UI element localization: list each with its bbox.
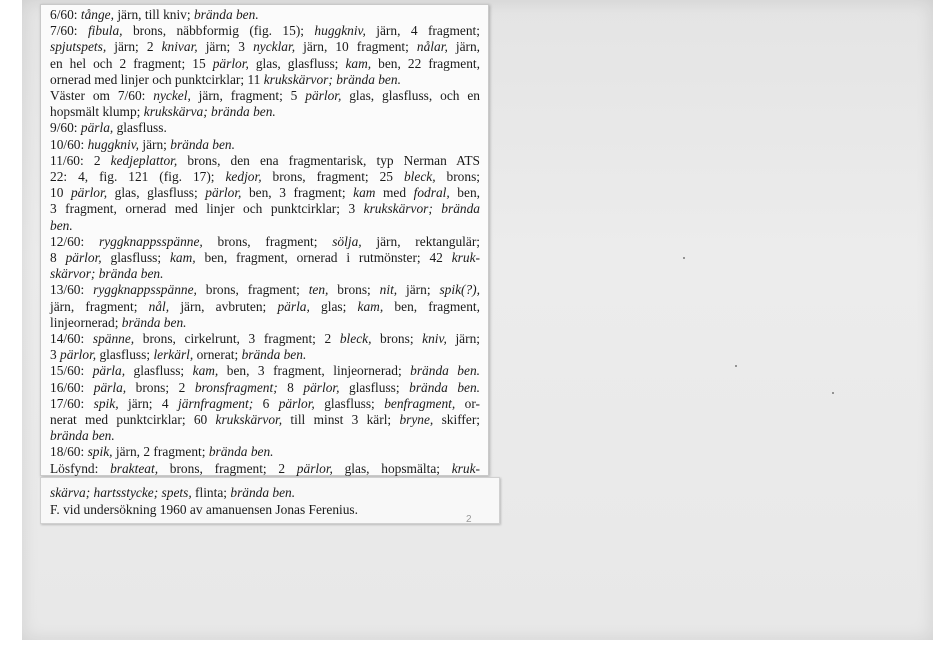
text-segment: 16/60: [50, 379, 94, 395]
italic-term: kam, [345, 55, 372, 71]
text-segment: hopsmält klump; [50, 104, 144, 120]
italic-term: brända ben. [170, 136, 235, 152]
text-line [50, 395, 480, 412]
text-segment: järn; 3 [197, 39, 254, 55]
text-line [50, 427, 480, 444]
text-line [50, 87, 480, 104]
text-segment: 9/60: [50, 120, 81, 136]
page-mark: 2 [466, 514, 472, 525]
text-line [50, 265, 480, 282]
italic-term: kedjeplattor, [110, 152, 178, 168]
italic-term: sölja, [332, 233, 362, 249]
text-line [50, 184, 480, 201]
text-segment: järn; 4 [118, 395, 179, 411]
italic-term: kruk- [451, 250, 480, 265]
italic-term: brända ben. [208, 444, 274, 460]
italic-term: pärla, [93, 379, 127, 395]
italic-term: skärva; hartsstycke; spets, [50, 485, 192, 500]
text-segment: 10 [50, 185, 71, 201]
text-line [50, 460, 480, 477]
italic-term: krukskärvor; brända [363, 201, 480, 217]
text-segment: 3 [50, 347, 61, 363]
text-line [50, 281, 480, 298]
italic-term: pärla, [277, 298, 310, 314]
italic-term: brända ben. [193, 7, 259, 22]
text-segment: glasfluss. [113, 120, 167, 136]
text-segment: ben, 22 fragment, [371, 55, 480, 71]
italic-term: fodral, [413, 185, 450, 201]
text-segment: 6 [253, 395, 279, 411]
text-segment: linjeornerad; [50, 314, 122, 330]
text-line [50, 411, 480, 428]
text-line [50, 443, 480, 460]
text-segment: brons, den ena fragmentarisk, typ Nerman ATS [177, 152, 480, 168]
italic-term: skärvor; brända ben. [50, 266, 164, 282]
text-segment: glas, glasfluss; [248, 55, 346, 71]
text-segment: 3 fragment, ornerad med linjer och punktcirklar; 3 [50, 201, 364, 217]
italic-term: krukskärvor; brända ben. [263, 71, 401, 87]
italic-term: pärlor, [205, 185, 242, 201]
text-line [50, 362, 480, 379]
italic-term: spjutspets, [50, 39, 107, 55]
text-line [50, 233, 480, 250]
italic-term: brända ben. [241, 347, 307, 363]
text-segment: 7/60: [50, 23, 88, 39]
text-segment: 8 [50, 250, 66, 265]
italic-term: bleck, [403, 169, 436, 184]
text-segment: 13/60: [50, 282, 94, 298]
text-line [50, 330, 480, 347]
italic-term: nålar, [416, 39, 448, 55]
italic-term: kam, [357, 298, 384, 314]
text-segment: ben, 3 fragment; [241, 185, 354, 201]
italic-term: spik, [93, 395, 119, 411]
text-line [50, 379, 480, 396]
text-segment: ben, 3 fragment, linjeornerad; [218, 363, 411, 379]
text-line [50, 55, 480, 72]
text-segment: brons; [371, 331, 423, 346]
text-segment: järn; [446, 331, 480, 346]
text-segment: med [375, 185, 414, 201]
text-segment: järn, 4 fragment; [365, 23, 480, 39]
text-segment: en hel och 2 fragment; 15 [50, 55, 213, 71]
text-line [50, 200, 480, 217]
italic-term: krukskärvor, [215, 412, 283, 427]
text-segment: järn, avbruten; [169, 298, 278, 314]
text-segment: ornerad med linjer och punktcirklar; 11 [50, 71, 264, 87]
text-segment: järn, 2 fragment; [112, 444, 209, 460]
text-segment: 18/60: [50, 444, 88, 460]
text-segment: brons, fragment; [196, 282, 309, 298]
text-segment: brons, fragment; [202, 233, 333, 249]
text-line [50, 152, 480, 169]
italic-term: kam [353, 185, 376, 201]
italic-term: lerkärl, [153, 347, 194, 363]
text-line [50, 119, 480, 136]
text-segment: 15/60: [50, 363, 93, 379]
italic-term: huggkniv, [314, 23, 366, 39]
text-segment: glas; [309, 298, 358, 314]
italic-term: nycklar, [253, 39, 296, 55]
text-line [50, 103, 480, 120]
italic-term: nit, [379, 282, 398, 298]
text-segment: glasfluss; [339, 379, 410, 395]
italic-term: bryne, [399, 412, 434, 427]
italic-term: ten, [308, 282, 329, 298]
text-segment: brons, näbbformig (fig. 15); [122, 23, 315, 39]
text-segment: glasfluss; [125, 363, 193, 379]
text-segment: glasfluss; [101, 250, 170, 265]
text-line [50, 136, 480, 153]
italic-term: ryggknappsspänne, [93, 282, 197, 298]
italic-term: tånge, [80, 7, 114, 22]
text-segment: brons, cirkelrunt, 3 fragment; 2 [134, 331, 340, 346]
text-segment: Väster om 7/60: [50, 88, 154, 103]
italic-term: pärlor, [70, 185, 108, 201]
text-segment: brons, fragment; 2 [158, 460, 297, 476]
text-line [50, 168, 480, 185]
text-segment: 22: 4, fig. 121 (fig. 17); [50, 169, 226, 184]
text-segment: brons; [328, 282, 380, 298]
text-segment: 17/60: [50, 395, 94, 411]
text-segment: ben, fragment, ornerad i rutmönster; 42 [195, 250, 452, 265]
italic-term: pärlor, [60, 347, 97, 363]
text-line [50, 346, 480, 363]
italic-term: bleck, [339, 331, 372, 346]
italic-term: brakteat, [110, 460, 159, 476]
dust-speck [832, 392, 834, 394]
text-segment: 12/60: [50, 233, 99, 249]
text-segment: 8 [277, 379, 304, 395]
italic-term: brända ben. [50, 428, 115, 444]
italic-term: nål, [148, 298, 170, 314]
text-segment: järn, rektangulär; [361, 233, 480, 249]
text-segment: brons; 2 [126, 379, 195, 395]
text-segment: brons, fragment; 25 [261, 169, 404, 184]
italic-term: ben. [50, 217, 73, 233]
italic-term: knivar, [161, 39, 198, 55]
italic-term: pärlor, [65, 250, 102, 265]
italic-term: huggkniv, [87, 136, 140, 152]
text-segment: järn, 10 fragment; [295, 39, 417, 55]
text-line [50, 71, 480, 88]
text-segment: glasfluss; [314, 395, 385, 411]
italic-term: pärlor, [212, 55, 249, 71]
text-segment: järn, fragment; 5 [190, 88, 306, 103]
italic-term: brända ben. [409, 379, 481, 395]
italic-term: kruk- [451, 460, 480, 476]
text-segment: 11/60: 2 [50, 152, 111, 168]
italic-term: spänne, [92, 331, 135, 346]
text-segment: Lösfynd: [50, 460, 111, 476]
italic-term: brända ben. [121, 314, 187, 330]
text-line [50, 501, 490, 518]
italic-term: spik(?), [439, 282, 480, 298]
dust-speck [735, 365, 737, 367]
italic-term: kedjor, [225, 169, 262, 184]
text-segment: flinta; [191, 485, 231, 500]
text-segment: järn; [139, 136, 171, 152]
text-segment: järn, fragment; [50, 298, 149, 314]
text-segment: glas, hopsmälta; [332, 460, 452, 476]
text-segment: glas, glasfluss; [107, 185, 206, 201]
italic-term: kam, [192, 363, 219, 379]
text-segment: skiffer; [433, 412, 480, 427]
text-line [50, 484, 490, 501]
italic-term: pärlor, [278, 395, 315, 411]
text-segment: 14/60: [50, 331, 93, 346]
italic-term: benfragment, [384, 395, 456, 411]
italic-term: nyckel, [153, 88, 191, 103]
text-segment: ben, [449, 185, 480, 201]
italic-term: fibula, [87, 23, 123, 39]
italic-term: pärla, [80, 120, 114, 136]
text-segment: järn, till kniv; [113, 7, 194, 22]
text-segment: till minst 3 kärl; [282, 412, 400, 427]
italic-term: pärlor, [305, 88, 342, 103]
text-line [50, 249, 480, 266]
text-line [50, 38, 480, 55]
italic-term: kniv, [422, 331, 447, 346]
text-line [50, 22, 480, 39]
italic-term: pärlor, [296, 460, 333, 476]
text-segment: 10/60: [50, 136, 88, 152]
text-segment: järn; 2 [106, 39, 162, 55]
text-segment: järn, [447, 39, 481, 55]
italic-term: krukskärva; brända ben. [143, 104, 276, 120]
italic-term: ryggknappsspänne, [99, 233, 203, 249]
italic-term: pärla, [92, 363, 126, 379]
italic-term: pärlor, [303, 379, 340, 395]
text-segment: ornerat; [193, 347, 242, 363]
text-segment: F. vid undersökning 1960 av amanuensen Jonas Ferenius. [50, 502, 358, 517]
text-segment: järn; [397, 282, 440, 298]
text-segment: 6/60: [50, 7, 81, 22]
italic-term: kam, [169, 250, 196, 265]
text-segment: or- [455, 395, 480, 411]
text-line [50, 298, 480, 315]
italic-term: brända ben. [410, 363, 480, 379]
italic-term: spik, [87, 444, 113, 460]
text-segment: brons; [435, 169, 481, 184]
text-segment: glas, glasfluss, och en [341, 88, 480, 103]
text-segment: ben, fragment, [383, 298, 480, 314]
italic-term: bronsfragment; [194, 379, 278, 395]
text-line [50, 217, 480, 234]
text-line [50, 314, 480, 331]
dust-speck [683, 257, 685, 259]
italic-term: järnfragment; [178, 395, 254, 411]
text-segment: nerat med punktcirklar; 60 [50, 412, 216, 427]
italic-term: brända ben. [230, 485, 296, 500]
text-segment: glasfluss; [96, 347, 154, 363]
text-line [50, 6, 480, 23]
